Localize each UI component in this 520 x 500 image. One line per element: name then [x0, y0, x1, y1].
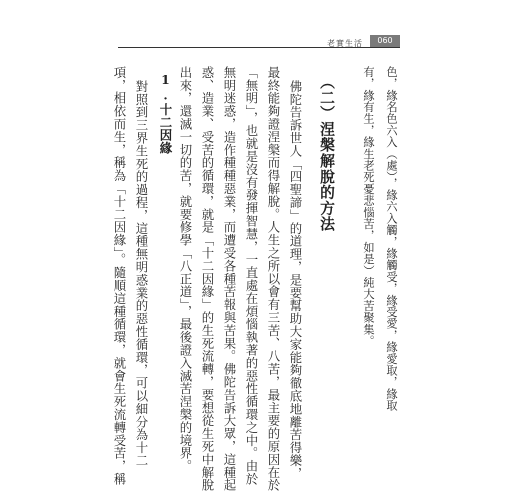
running-header-title: 老實生活	[327, 39, 363, 48]
continuation-line-1: 色，緣名色六入（處），緣六入觸，緣觸受，緣受愛，緣愛取，緣取	[385, 66, 398, 412]
continuation-line-2: 有，緣有生，緣生老死憂悲惱苦，如是）純大苦聚集。	[362, 66, 375, 347]
body-line-4: 無明迷惑，造作種種惡業，而遭受各種苦報與苦果。佛陀告訴大眾，這種起	[222, 66, 237, 492]
sub-body-line-1: 對照到三界生死的過程，這種無明惑業的惡性循環，可以細分為十二	[134, 80, 149, 467]
body-line-1: 佛陀告訴世人「四聖諦」的道理，是要幫助大家能夠徹底地離苦得樂，	[288, 80, 303, 480]
subsection-heading: 1.十二因緣	[158, 72, 173, 155]
body-line-2: 最終能夠證涅槃而得解脫。人生之所以會有三苦、八苦，最主要的原因在於	[266, 66, 281, 492]
section-heading: （二）涅槃解脫的方法	[318, 74, 335, 232]
sub-body-line-2: 項，相依而生，稱為「十二因緣」。隨順這種循環，就會生死流轉受苦，稱	[112, 66, 127, 486]
body-line-3: 「無明」，也就是沒有發揮智慧，一直處在煩惱執著的惡性循環之中。由於	[244, 66, 259, 486]
body-line-5: 惑、造業、受苦的循環，就是「十二因緣」的生死流轉，要想從生死中解脫	[200, 66, 215, 492]
body-line-6: 出來，還滅一切的苦，就要修學「八正道」，最後證入滅苦涅槃的境界。	[178, 66, 193, 473]
page-number-badge: 060	[370, 35, 400, 47]
